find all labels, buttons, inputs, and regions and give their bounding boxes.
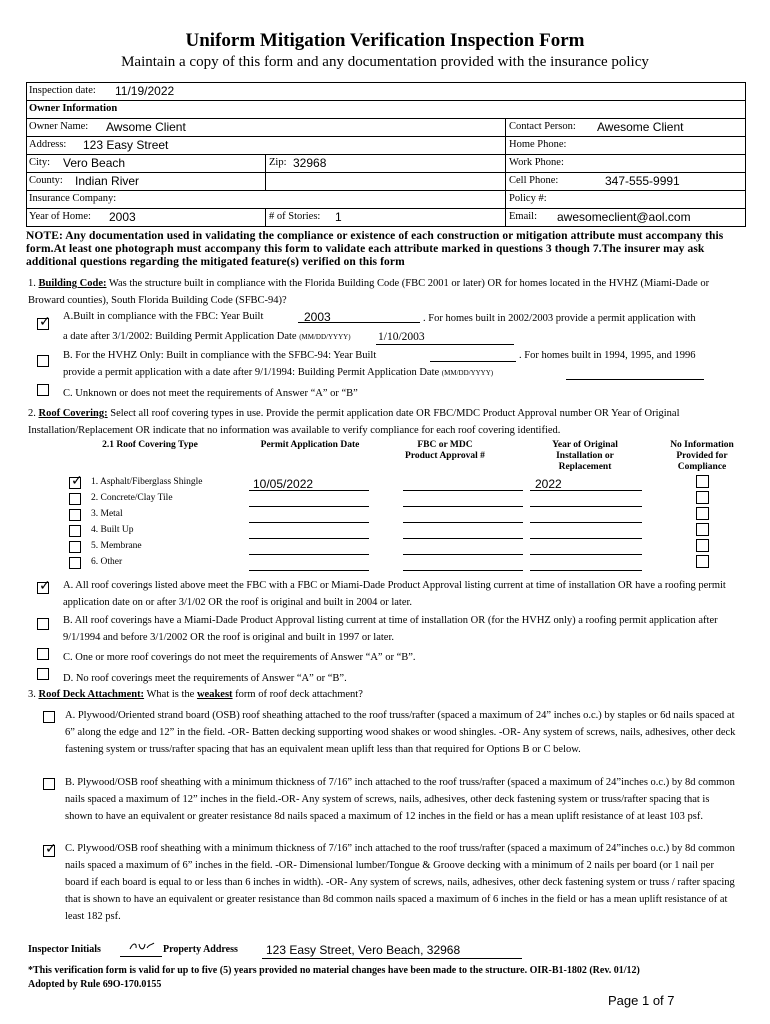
- owner-info-heading: Owner Information: [29, 103, 118, 114]
- q1-b-line1-end: . For homes built in 1994, 1995, and 1996: [519, 350, 696, 361]
- zip-field[interactable]: 32968: [293, 156, 327, 170]
- roof-type-checkbox[interactable]: [69, 509, 81, 521]
- product-approval-line: [403, 538, 523, 539]
- home-phone-label: Home Phone:: [509, 139, 567, 150]
- q1-text: Was the structure built in compliance with the Florida Building Code (FBC 2001 or later) OR for homes located in the HVHZ (Miami-Dade or Broward counties), South Florida Building Code (SFBC-94)?: [28, 278, 710, 306]
- insurance-row: [27, 191, 745, 209]
- city-field[interactable]: Vero Beach: [63, 156, 126, 170]
- adopted-rule: Adopted by Rule 69O-170.0155: [28, 979, 162, 990]
- inspector-initials-label: Inspector Initials: [28, 944, 101, 955]
- no-info-checkbox[interactable]: [696, 523, 709, 536]
- no-info-checkbox[interactable]: [696, 539, 709, 552]
- q1-c-text: C. Unknown or does not meet the requirements of Answer “A” or “B”: [63, 388, 358, 399]
- roof-type-label: 1. Asphalt/Fiberglass Shingle: [91, 477, 203, 487]
- q1-a-year-field[interactable]: 2003: [304, 310, 331, 324]
- permit-date-line: [249, 522, 369, 523]
- policy-label: Policy #:: [509, 193, 547, 204]
- cell-phone-label: Cell Phone:: [509, 175, 559, 186]
- col-no-info: No Information Provided for Compliance: [670, 440, 734, 472]
- product-approval-line: [403, 570, 523, 571]
- q3-number: 3.: [28, 689, 36, 700]
- col-roof-type: 2.1 Roof Covering Type: [102, 440, 198, 450]
- year-installed-line: [530, 538, 642, 539]
- address-row: [27, 137, 745, 155]
- roof-type-label: 5. Membrane: [91, 541, 142, 551]
- product-approval-line: [403, 490, 523, 491]
- inspection-date-field[interactable]: 11/19/2022: [115, 84, 175, 98]
- q1-a-line1: A.Built in compliance with the FBC: Year Built: [63, 311, 264, 322]
- year-installed-line: [530, 570, 642, 571]
- owner-name-label: Owner Name:: [29, 121, 89, 132]
- q3-b-checkbox[interactable]: [43, 778, 55, 790]
- stories-field[interactable]: 1: [335, 210, 342, 224]
- year-of-home-label: Year of Home:: [29, 211, 91, 222]
- q2-heading: Roof Covering:: [38, 408, 108, 419]
- q2-d-text: D. No roof coverings meet the requirements of Answer “A” or “B”.: [63, 673, 347, 684]
- owner-info-grid: [26, 82, 746, 227]
- insurance-company-label: Insurance Company:: [29, 193, 117, 204]
- q3-a-text: A. Plywood/Oriented strand board (OSB) roof sheathing attached to the roof truss/rafter (spaced a maximum of 24” inches o.c.) by staples or 6d nails spaced at 6” along the edge and 12” in the field. -OR- Batten decking supporting wood shakes or wood shingles. -OR- Any system of screws, nails, adhesives, other deck fastening system or truss/rafter spacing that has an equivalent mean uplift less than that required for Options B or C below.: [65, 710, 736, 755]
- roof-type-checkbox[interactable]: [69, 525, 81, 537]
- county-row: [27, 173, 745, 191]
- roof-type-label: 3. Metal: [91, 509, 123, 519]
- roof-type-label: 4. Built Up: [91, 525, 134, 535]
- contact-person-label: Contact Person:: [509, 121, 576, 132]
- address-label: Address:: [29, 139, 67, 150]
- q2-d-checkbox[interactable]: [37, 668, 49, 680]
- q1-a-checkbox[interactable]: [37, 318, 49, 330]
- q3-weakest: weakest: [196, 689, 233, 700]
- col-product-approval: FBC or MDC Product Approval #: [405, 440, 485, 461]
- q1-a-line2: a date after 3/1/2002: Building Permit Application Date (MM/DD/YYYY): [63, 331, 351, 342]
- city-label: City:: [29, 157, 51, 168]
- q1-b-checkbox[interactable]: [37, 355, 49, 367]
- q2-text: Select all roof covering types in use. Provide the permit application date OR FBC/MDC Product Approval number OR Year of Original Installation/Replacement OR indicate that no information was available to verify compliance for each roof covering identified.: [28, 408, 680, 436]
- stories-label: # of Stories:: [269, 211, 321, 222]
- year-of-home-field[interactable]: 2003: [109, 210, 136, 224]
- county-label: County:: [29, 175, 63, 186]
- work-phone-label: Work Phone:: [509, 157, 564, 168]
- county-field[interactable]: Indian River: [75, 174, 140, 188]
- roof-type-checkbox[interactable]: [69, 557, 81, 569]
- note-text: NOTE: Any documentation used in validating the compliance or existence of each construction or mitigation attribute must accompany this form.At least one photograph must accompany this form to validate each attribute marked in questions 3 though 7.The insurer may ask additional questions regarding the mitigated feature(s) verified on this form: [26, 230, 724, 268]
- permit-date-line: [249, 554, 369, 555]
- owner-name-row: [27, 119, 745, 137]
- roof-type-checkbox[interactable]: [69, 493, 81, 505]
- form-subtitle: Maintain a copy of this form and any documentation provided with the insurance policy: [121, 54, 649, 70]
- q3-c-text: C. Plywood/OSB roof sheathing with a minimum thickness of 7/16” inch attached to the roof truss/rafter (spaced a maximum of 24”inches o.c.) by 8d common nails spaced a maximum of 6” inches in the field. -OR- Dimensional lumber/Tongue & Groove decking with a minimum of 2 nails per board (or 1 nail per board if each board is equal to or less than 6 inches in width). -OR- Any system of screws, nails, adhesives, other deck fastening system or truss / rafter spacing that is shown to have an equivalent or greater resistance than 8d common nails spaced a maximum of 6 inches in the field or has a mean uplift resistance of at least 182 psf.: [65, 843, 735, 922]
- q1-b-line2: provide a permit application with a date after 9/1/1994: Building Permit Application Date (MM/DD/YYYY): [63, 367, 494, 378]
- q1-c-checkbox[interactable]: [37, 384, 49, 396]
- property-address-label: Property Address: [163, 944, 238, 955]
- year-row: [27, 209, 745, 227]
- validity-note: *This verification form is valid for up to five (5) years provided no material changes have been made to the structure. OIR-B1-1802 (Rev. 01/12): [28, 965, 640, 976]
- cell-phone-field[interactable]: 347-555-9991: [605, 174, 680, 188]
- product-approval-line: [403, 506, 523, 507]
- q1-a-line1-end: . For homes built in 2002/2003 provide a permit application with: [423, 313, 696, 324]
- q3-c-checkbox[interactable]: [43, 845, 55, 857]
- q3-heading: Roof Deck Attachment:: [38, 689, 145, 700]
- year-installed-field[interactable]: 2022: [535, 477, 562, 491]
- permit-date-line: [249, 570, 369, 571]
- email-label: Email:: [509, 211, 537, 222]
- q2-a-checkbox[interactable]: [37, 582, 49, 594]
- initials-signature: [128, 940, 156, 954]
- no-info-checkbox[interactable]: [696, 507, 709, 520]
- q2-b-checkbox[interactable]: [37, 618, 49, 630]
- q2-prompt: [28, 405, 746, 439]
- q1-number: 1.: [28, 278, 36, 289]
- roof-type-label: 2. Concrete/Clay Tile: [91, 493, 173, 503]
- roof-type-label: 6. Other: [91, 557, 123, 567]
- product-approval-line: [403, 554, 523, 555]
- col-permit-date: Permit Application Date: [260, 440, 360, 450]
- q1-heading: Building Code:: [38, 278, 107, 289]
- q1-b-line1: B. For the HVHZ Only: Built in compliance with the SFBC-94: Year Built: [63, 350, 377, 361]
- email-field[interactable]: awesomeclient@aol.com: [557, 210, 691, 224]
- zip-label: Zip:: [269, 157, 287, 168]
- inspection-date-row: [27, 83, 745, 101]
- no-info-checkbox[interactable]: [696, 475, 709, 488]
- no-info-checkbox[interactable]: [696, 491, 709, 504]
- q1-a-date-format: (MM/DD/YYYY): [299, 333, 351, 341]
- no-info-checkbox[interactable]: [696, 555, 709, 568]
- q2-c-text: C. One or more roof coverings do not meet the requirements of Answer “A” or “B”.: [63, 652, 416, 663]
- page-indicator: Page 1 of 7: [608, 993, 675, 1008]
- q2-a-text: A. All roof coverings listed above meet the FBC with a FBC or Miami-Dade Product Approval listing current at time of installation OR have a roofing permit application date on or after 3/1/02 OR the roof is original and built in 2004 or later.: [63, 580, 726, 608]
- owner-name-field[interactable]: Awsome Client: [106, 120, 186, 134]
- q1-b-date-format: (MM/DD/YYYY): [441, 369, 494, 377]
- q1-a-date-field[interactable]: 1/10/2003: [378, 331, 425, 343]
- q2-b-text: B. All roof coverings have a Miami-Dade Product Approval listing current at time of installation OR (for the HVHZ only) a roofing permit application after 9/1/1994 and before 3/1/2002 OR the roof is original and built in 1997 or later.: [63, 615, 718, 643]
- inspection-date-label: Inspection date:: [29, 85, 96, 96]
- owner-info-row: [27, 101, 745, 119]
- permit-date-field[interactable]: 10/05/2022: [253, 477, 314, 491]
- q3-a-checkbox[interactable]: [43, 711, 55, 723]
- q2-number: 2.: [28, 408, 36, 419]
- year-installed-line: [530, 506, 642, 507]
- q3-prompt: 3. Roof Deck Attachment: What is the weakest form of roof deck attachment?: [28, 689, 363, 700]
- city-row: [27, 155, 745, 173]
- year-installed-line: [530, 522, 642, 523]
- form-title: Uniform Mitigation Verification Inspection Form: [185, 30, 585, 51]
- roof-type-checkbox[interactable]: [69, 541, 81, 553]
- roof-type-checkbox[interactable]: [69, 477, 81, 489]
- col-year-installed: Year of Original Installation or Replacement: [552, 440, 618, 472]
- contact-person-field[interactable]: Awesome Client: [597, 120, 684, 134]
- q3-b-text: B. Plywood/OSB roof sheathing with a minimum thickness of 7/16” inch attached to the roof truss/rafter (spaced a maximum of 24”inches o.c.) by 8d common nails spaced a maximum of 12” inches in the field.-OR- Any system of screws, nails, adhesives, other deck fastening system or truss/rafter spacing that is shown to have an equivalent or greater resistance 8d nails spaced a maximum of 12 inches in the field or has a mean uplift resistance of at least 103 psf.: [65, 777, 735, 822]
- q2-c-checkbox[interactable]: [37, 648, 49, 660]
- product-approval-line: [403, 522, 523, 523]
- address-field[interactable]: 123 Easy Street: [83, 138, 169, 152]
- year-installed-line: [530, 554, 642, 555]
- permit-date-line: [249, 506, 369, 507]
- property-address-field[interactable]: 123 Easy Street, Vero Beach, 32968: [266, 943, 461, 957]
- permit-date-line: [249, 538, 369, 539]
- q1-prompt: [28, 275, 746, 309]
